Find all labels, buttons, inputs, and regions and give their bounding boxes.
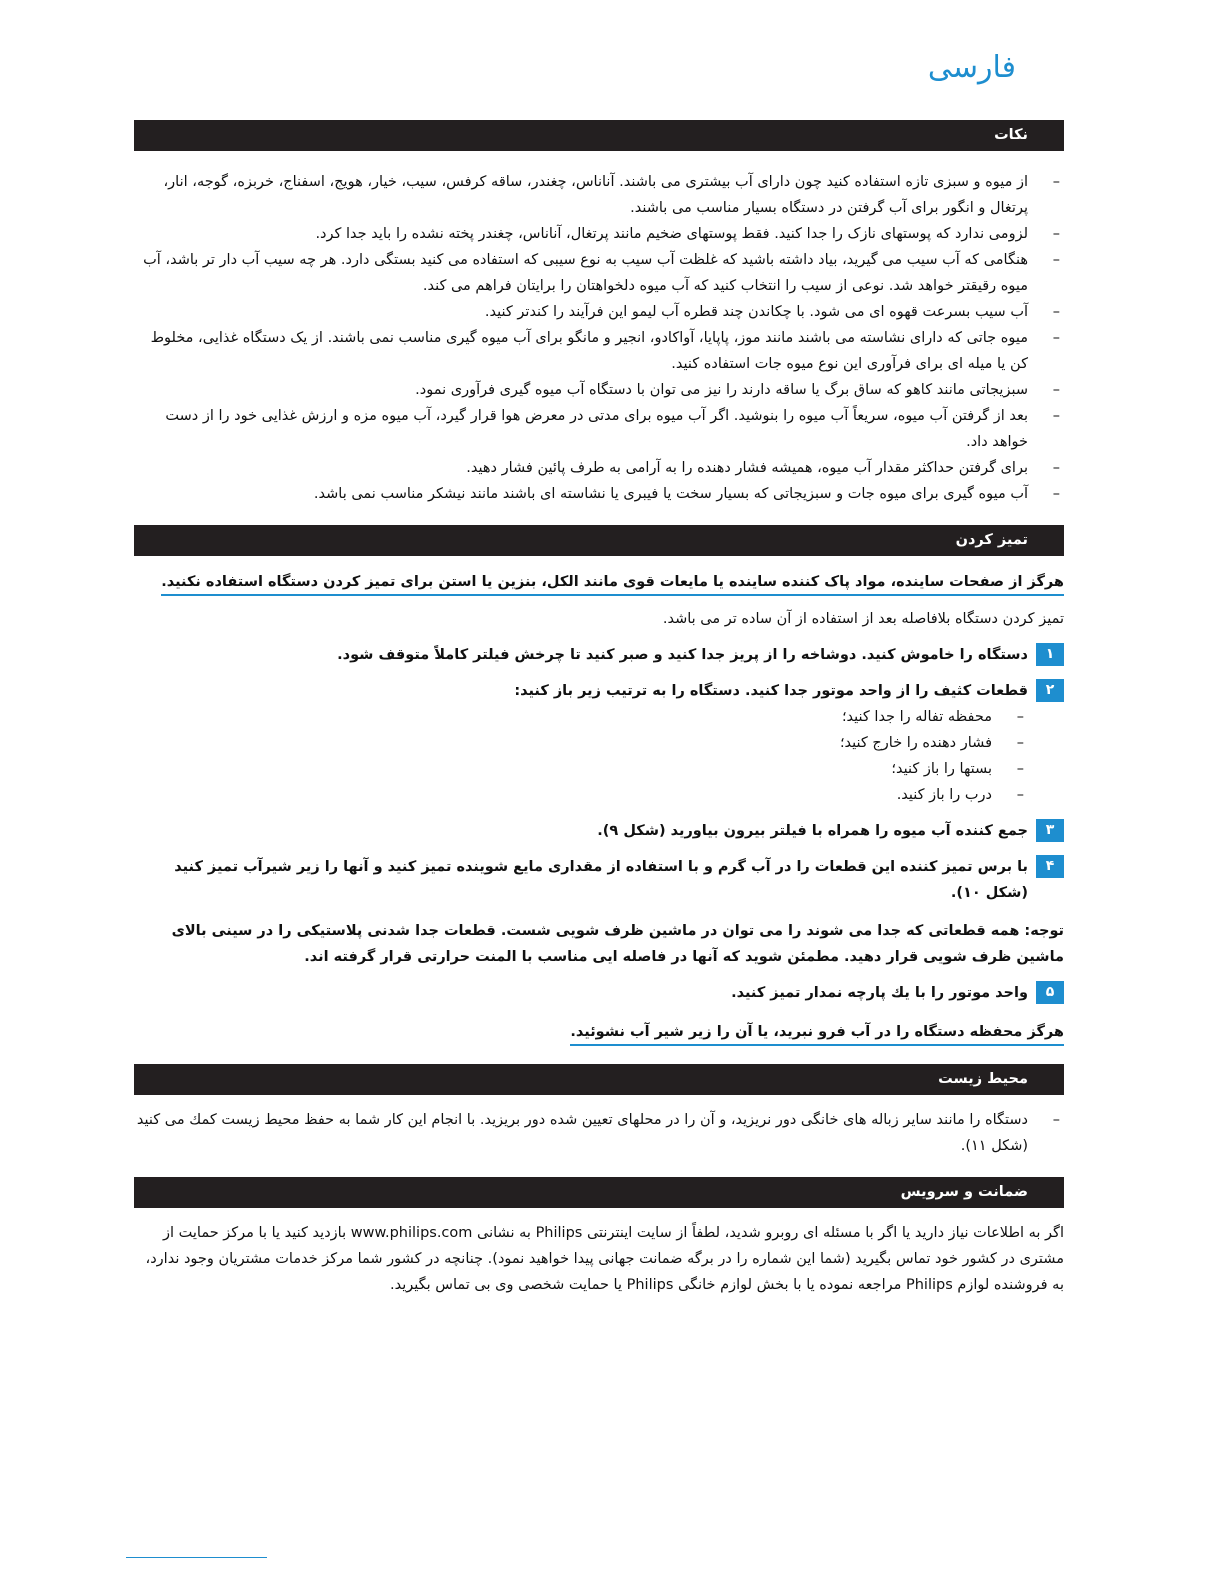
step-number-badge: ۳ (1036, 819, 1064, 842)
cleaning-step-5: ۵ واحد موتور را با یك پارچه نمدار تمیز كنید. (134, 980, 1064, 1006)
dash-bullet: – (1052, 382, 1060, 398)
cleaning-note: توجه: همه قطعاتی که جدا می شوند را می توان در ماشین ظرف شویی شست. قطعات جدا شدنی پلاستیکی را در سینی بالای ماشین ظرف شویی قرار دهید. مطمئن شوید که آنها در فاصله ایی مناسب با المنت حرارتی قرار گرفته اند. (171, 923, 1064, 965)
list-item: – بعد از گرفتن آب میوه، سریعاً آب میوه را بنوشید. اگر آب میوه برای مدتی در معرض هوا قرار گیرد، آب میوه مزه و ارزش غذایی خود را از دست خواهد داد. (134, 403, 1064, 455)
dash-bullet: – (1052, 174, 1060, 190)
step-number-badge: ۵ (1036, 981, 1064, 1004)
list-item: – لزومی ندارد که پوستهای نازک را جدا کنید. فقط پوستهای ضخیم مانند پرتغال، آناناس، چغندر پخته نشده را باید جدا کرد. (134, 221, 1064, 247)
section-environment-header: محیط زیست (134, 1064, 1064, 1095)
list-item: – محفظه تفاله را جدا کنید؛ (134, 704, 1028, 730)
list-item: – دستگاه را مانند سایر زباله های خانگی دور نریزید، و آن را در محلهای تعیین شده دور بریزید. با انجام این کار شما به حفظ محیط زیست کمك می کنید (شکل ۱۱). (134, 1107, 1064, 1159)
warranty-text: اگر به اطلاعات نیاز دارید یا اگر با مسئله ای روبرو شدید، لطفاً از سایت اینترنتی Philips به نشانی www.philips.com بازدید کنید یا با مرکز حمایت از مشتری در کشور خود تماس بگیرید (شما این شماره را در برگه ضمانت جهانی پیدا خواهید نمود). چنانچه در کشور شما مرکز خدمات مشتریان وجود ندارد، به فروشنده لوازم Philips مراجعه نموده یا با بخش لوازم خانگی Philips یا حمایت شخصی وی بی تماس بگیرید. (145, 1225, 1064, 1293)
dash-bullet: – (1052, 304, 1060, 320)
cleaning-warning: هرگز از صفحات ساینده، مواد پاک کننده ساینده یا مایعات قوی مانند الکل، بنزین یا استن برای تمیز کردن دستگاه استفاده نکنید. (161, 570, 1064, 596)
list-item: – آب میوه گیری برای میوه جات و سبزیجاتی که بسیار سخت یا فیبری یا نشاسته ای باشند مانند نیشکر مناسب نمی باشد. (134, 481, 1064, 507)
step-number-badge: ۲ (1036, 679, 1064, 702)
dash-bullet: – (1052, 226, 1060, 242)
dash-bullet: – (1016, 735, 1024, 751)
dash-bullet: – (1016, 761, 1024, 777)
section-cleaning-header: تمیز کردن (134, 525, 1064, 556)
list-item: – بستها را باز کنید؛ (134, 756, 1028, 782)
section-warranty-header: ضمانت و سرویس (134, 1177, 1064, 1208)
list-item: – آب سیب بسرعت قهوه ای می شود. با چکاندن چند قطره آب لیمو این فرآیند را کندتر کنید. (134, 299, 1064, 325)
footer-rule (126, 1557, 267, 1558)
step-number-badge: ۱ (1036, 643, 1064, 666)
disassembly-sublist (134, 704, 1028, 808)
dash-bullet: – (1052, 330, 1060, 346)
dash-bullet: – (1052, 1112, 1060, 1128)
tips-list (134, 169, 1064, 507)
cleaning-intro: تمیز کردن دستگاه بلافاصله بعد از استفاده از آن ساده تر می باشد. (662, 611, 1064, 627)
cleaning-step-3: ۳ جمع کننده آب میوه را همراه با فیلتر بیرون بیاورید (شکل ۹). (134, 818, 1064, 844)
environment-list (134, 1107, 1064, 1159)
list-item: – درب را باز کنید. (134, 782, 1028, 808)
cleaning-step-4: ۴ با برس تمیز کننده این قطعات را در آب گرم و با استفاده از مقداری مایع شوینده تمیز کنید و آنها را زیر شیرآب تمیز کنید (شکل ۱۰). (134, 854, 1064, 906)
dash-bullet: – (1016, 709, 1024, 725)
dash-bullet: – (1052, 486, 1060, 502)
housing-warning: هرگز محفظه دستگاه را در آب فرو نبرید، یا آن را زیر شیر آب نشوئید. (570, 1020, 1064, 1046)
cleaning-step-2: ۲ قطعات کثیف را از واحد موتور جدا کنید. دستگاه را به ترتیب زیر باز کنید: – محفظه تفاله را جدا کنید؛ – فشار دهنده را خارج کنید؛ – بستها را باز کنید؛ – درب را باز کنید. (134, 678, 1064, 808)
step-number-badge: ۴ (1036, 855, 1064, 878)
page-language-heading: فارسی (927, 50, 1016, 85)
list-item: – فشار دهنده را خارج کنید؛ (134, 730, 1028, 756)
list-item: – هنگامی که آب سیب می گیرید، بیاد داشته باشید که غلظت آب سیب به نوع سیبی که استفاده می کنید بستگی دارد. هر چه سیب آب دار تر باشد، آب میوه رقیقتر خواهد شد. نوعی از سیب را انتخاب کنید که آب میوه دلخواهتان را برایتان فراهم می کند. (134, 247, 1064, 299)
page-content (134, 120, 1064, 1298)
dash-bullet: – (1052, 408, 1060, 424)
list-item: – میوه جاتی که دارای نشاسته می باشند مانند موز، پاپایا، آواکادو، انجیر و مانگو برای آب میوه گیری مناسب نمی باشند. از یک دستگاه غذایی، مخلوط کن یا میله ای برای فرآوری این نوع میوه جات استفاده کنید. (134, 325, 1064, 377)
list-item: – سبزیجاتی مانند کاهو که ساق برگ یا ساقه دارند را نیز می توان با دستگاه آب میوه گیری فرآوری نمود. (134, 377, 1064, 403)
list-item: – از میوه و سبزی تازه استفاده کنید چون دارای آب بیشتری می باشند. آناناس، چغندر، ساقه کرفس، سیب، خیار، هویج، اسفناج، خربزه، گوجه، انار، پرتغال و انگور برای آب گرفتن در دستگاه بسیار مناسب می باشند. (134, 169, 1064, 221)
dash-bullet: – (1052, 252, 1060, 268)
dash-bullet: – (1052, 460, 1060, 476)
dash-bullet: – (1016, 787, 1024, 803)
list-item: – برای گرفتن حداکثر مقدار آب میوه، همیشه فشار دهنده را به آرامی به طرف پائین فشار دهید. (134, 455, 1064, 481)
section-tips-header: نکات (134, 120, 1064, 151)
cleaning-step-1: ۱ دستگاه را خاموش کنید. دوشاخه را از پریز جدا کنید و صبر کنید تا چرخش فیلتر کاملاً متوقف شود. (134, 642, 1064, 668)
